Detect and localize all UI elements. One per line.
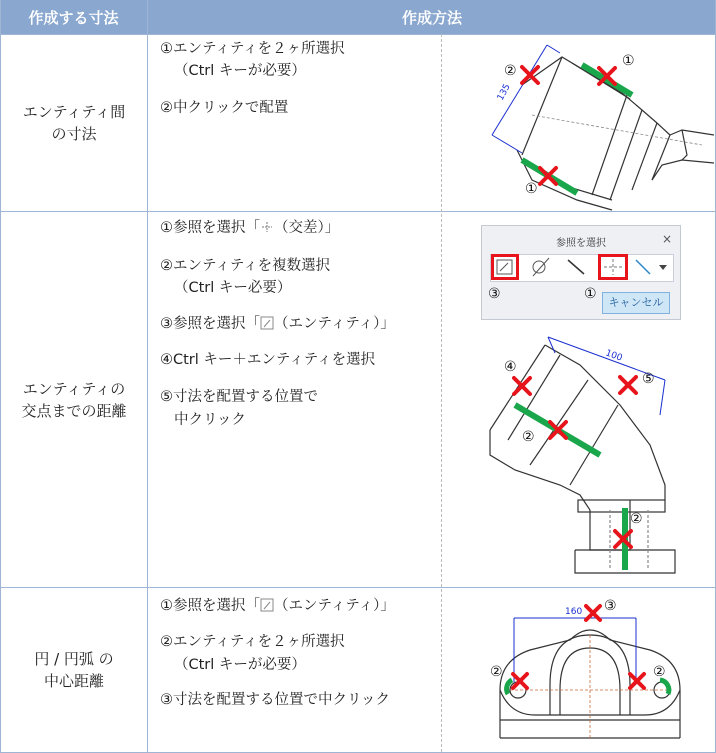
row2-step3: ③参照を選択「 （エンティティ）」 [160, 316, 395, 332]
cancel-button[interactable]: キャンセル [602, 292, 670, 314]
row3-step3: ③寸法を配置する位置で中クリック [160, 692, 390, 708]
chevron-down-icon [656, 256, 670, 278]
dialog-close-button[interactable]: × [661, 232, 672, 246]
row2-figure [470, 325, 700, 585]
axis-icon [632, 256, 654, 278]
row1-marker-1b: ① [525, 181, 538, 197]
row2-dimension-text: 100 [603, 348, 624, 364]
header-dimension-type: 作成する寸法 [0, 0, 147, 34]
intersection-icon [601, 257, 625, 277]
row2-marker-2b: ② [630, 511, 643, 527]
row3-step2: ②エンティティを２ヶ所選択 [160, 634, 345, 650]
more-dropdown[interactable] [656, 256, 670, 278]
row3-figure [470, 590, 710, 750]
row3-label: 円 / 円弧 の 中心距離 [34, 650, 114, 690]
dialog-marker-1: ① [584, 286, 597, 302]
entity-icon [260, 598, 274, 612]
entity-select-button[interactable] [491, 254, 519, 280]
row3-step1: ①参照を選択「 （エンティティ）」 [160, 598, 395, 614]
dialog-title: 参照を選択 [556, 238, 606, 249]
row2-step1: ①参照を選択「 （交差）」 [160, 220, 340, 236]
tangent-button[interactable] [527, 256, 555, 278]
row2-marker-2a: ② [522, 429, 535, 445]
reference-select-dialog [481, 225, 681, 320]
line-icon [562, 256, 590, 278]
row3-dimension-text: 160 [565, 607, 583, 617]
entity-icon [260, 316, 274, 330]
row3-entity-right [660, 680, 669, 694]
row1-step2: ②中クリックで配置 [160, 100, 289, 116]
row2-step4: ④Ctrl キー＋エンティティを選択 [160, 352, 376, 368]
axis-button[interactable] [632, 256, 654, 278]
row1-marker-2: ② [504, 63, 517, 79]
row3-step2-note: （Ctrl キーが必要） [174, 657, 306, 673]
row1-dimension-text: 135 [495, 82, 513, 103]
row2-step2-note: （Ctrl キー必要） [174, 280, 292, 296]
row2-label: エンティティの 交点までの距離 [21, 380, 127, 420]
entity-icon [494, 257, 516, 277]
row1-figure [442, 35, 714, 211]
header-method: 作成方法 [148, 0, 716, 34]
row2-step5-note: 中クリック [174, 412, 246, 428]
row1-step1-note: （Ctrl キーが必要） [174, 63, 306, 79]
row1-step1: ①エンティティを２ヶ所選択 [160, 41, 345, 57]
row2-step5: ⑤寸法を配置する位置で [160, 389, 318, 405]
row3-marker-2a: ② [490, 664, 503, 680]
row1-label: エンティティ間 の寸法 [22, 103, 126, 143]
row2-step2: ②エンティティを複数選択 [160, 258, 331, 274]
tangent-icon [527, 256, 555, 278]
intersection-button[interactable] [598, 254, 628, 280]
intersection-icon [260, 220, 274, 234]
row3-marker-3: ③ [604, 598, 617, 614]
line-button[interactable] [562, 256, 590, 278]
row2-marker-5: ⑤ [642, 371, 655, 387]
row1-marker-1a: ① [622, 53, 635, 69]
row2-marker-4: ④ [504, 359, 517, 375]
row1-entity-top [582, 65, 632, 95]
dialog-marker-3: ③ [488, 286, 501, 302]
row3-marker-2b: ② [653, 664, 666, 680]
